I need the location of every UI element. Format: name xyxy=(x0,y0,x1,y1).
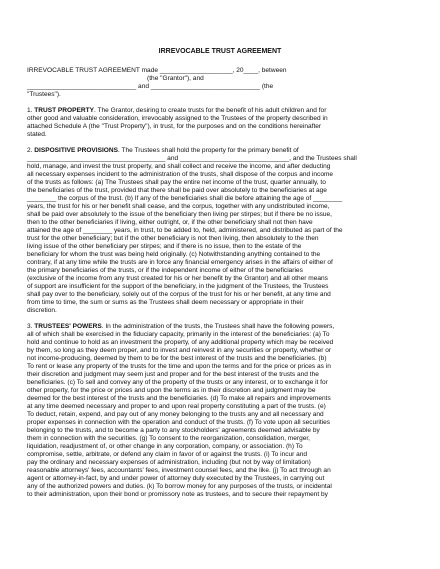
section-line: other good and valuable consideration, irrevocably assigned to the Trustees of the property described in xyxy=(27,115,328,122)
section-3 xyxy=(27,323,413,499)
section-line: from time to time, the sum or sums as the Trustees shall deem necessary or appropriate in their xyxy=(27,299,304,306)
intro-line: "Trustees"). xyxy=(27,91,61,98)
section-heading: TRUST PROPERTY xyxy=(34,107,94,114)
section-line: all of which shall be exercised in the fiduciary capacity, primarily in the interest of the beneficiaries: (a) To xyxy=(27,331,330,338)
intro-line: (the "Grantor"), and xyxy=(27,75,204,82)
section-number: 3. xyxy=(27,323,33,330)
sections-container xyxy=(27,107,413,499)
section-text: . The Grantor, desiring to create trusts for the benefit of his adult children and for xyxy=(93,107,327,114)
section-line: shall be paid over absolutely to the issue of the beneficiary then living per stirpes; but if there be no issue, xyxy=(27,211,332,218)
intro-paragraph xyxy=(27,67,413,99)
section-line: beneficiary for whom the trust was being held originally. (c) Notwithstanding anything contained to the xyxy=(27,251,321,258)
section-line: trust for the other beneficiary; but if the other beneficiary is not then living, then absolutely to the then xyxy=(27,235,319,242)
section-line: (exclusive of the income from any trust created for his or her benefit by the Grantor) and all other means xyxy=(27,275,328,282)
section-number: 1. xyxy=(27,107,33,114)
section-line: by them, so long as they deem proper, and to invest and reinvest in any securities or property, whether or xyxy=(27,347,332,354)
intro-line: ______________________________ and ______________________________ (the xyxy=(27,83,274,90)
section-line: hold and continue to hold as an investment the property, of any additional property which may be received xyxy=(27,339,334,346)
section-line: discretion. xyxy=(27,307,57,314)
section-line: any of the authorized powers and duties. (k) To borrow money for any purposes of the trusts, or incidental xyxy=(27,483,332,490)
section-line xyxy=(27,323,413,331)
section-line: then to the other beneficiaries if living, either outright, or, if the other beneficiary shall not then have xyxy=(27,219,313,226)
section-line: attached Schedule A (the "Trust Property"), in trust, for the purposes and on the conditions hereinafter xyxy=(27,123,322,130)
section-line: reasonable attorneys' fees, accountants' fees, investment counsel fees, and the like. (j) To act through an xyxy=(27,467,331,474)
section-line: not income-producing, deemed by them to be for the best interest of the trusts and the beneficiaries. (b) xyxy=(27,355,327,362)
section-line: To rent or lease any property of the trusts for the time and upon the terms and for the price or prices as in xyxy=(27,363,331,370)
section-line xyxy=(27,147,413,155)
section-line: all necessary expenses incident to the administration of the trusts, shall dispose of the corpus and income xyxy=(27,171,334,178)
section-line xyxy=(27,107,413,115)
section-line: them in connection with the securities. (g) To consent to the reorganization, consolidation, merger, xyxy=(27,435,311,442)
section-line: the beneficiaries of the trust, provided that there shall be paid over absolutely to the beneficiaries at age xyxy=(27,187,327,194)
section-line: pay the ordinary and necessary expenses of administration, including (but not by way of limitation) xyxy=(27,459,311,466)
section-line: shall pay over to the beneficiary, solely out of the corpus of the trust for his or her benefit, at any time and xyxy=(27,291,331,298)
section-line: liquidation, readjustment of, or other change in any corporation, company, or association. (h) To xyxy=(27,443,303,450)
section-line: proper expenses in connection with the operation and conduct of the trusts. (f) To vote upon all securities xyxy=(27,419,331,426)
section-line: ______________________________________ and ______________________________, and the Trustees shall xyxy=(27,155,357,162)
section-heading: TRUSTEES' POWERS xyxy=(34,323,102,330)
section-line: stated. xyxy=(27,131,47,138)
section-2 xyxy=(27,147,413,315)
section-line: attained the age of ________ years, in trust, to be added to, held, administered, and distributed as part of the xyxy=(27,227,343,234)
section-line: other property, for the price or prices and upon the terms as in their discretion and judgment may be xyxy=(27,387,316,394)
section-1 xyxy=(27,107,413,139)
section-text: . In the administration of the trusts, the Trustees shall have the following powers, xyxy=(101,323,335,330)
section-line: contrary, if at any time while the trusts are in force any financial emergency arises in the affairs of either of xyxy=(27,259,333,266)
section-line: compromise, settle, arbitrate, or defend any claim in favor of or against the trusts. (i) To incur and xyxy=(27,451,308,458)
section-line: of support are insufficient for the support of the beneficiary, in the judgment of the Trustees, the Trustees xyxy=(27,283,329,290)
section-line: living issue of the other beneficiary per stirpes; and if there is no issue, then to the estate of the xyxy=(27,243,302,250)
intro-line: IRREVOCABLE TRUST AGREEMENT made ____________________, 20____, between xyxy=(27,67,287,74)
section-line: agent or attorney-in-fact, by and under power of attorney duly executed by the Trustees, in carrying out xyxy=(27,475,325,482)
section-line: ________ the corpus of the trust. (b) If any of the beneficiaries shall die before attaining the age of ________ xyxy=(27,195,343,202)
section-line: deemed for the best interest of the trusts and the beneficiaries. (d) To make all repairs and improvements xyxy=(27,395,331,402)
section-line: To deduct, retain, expend, and pay out of any money belonging to the trusts any and all necessary and xyxy=(27,411,324,418)
section-line: years, the trust for his or her benefit shall cease, and the corpus, together with any undistributed income, xyxy=(27,203,330,210)
section-line: hold, manage, and invest the trust property, and shall collect and receive the income, and after deducting xyxy=(27,163,331,170)
section-line: their discretion and judgment may seem just and proper and for the best interest of the trusts and the xyxy=(27,371,319,378)
section-heading: DISPOSITIVE PROVISIONS xyxy=(34,147,118,154)
section-line: beneficiaries. (c) To sell and convey any of the property of the trusts or any interest, or to exchange it for xyxy=(27,379,328,386)
section-number: 2. xyxy=(27,147,33,154)
section-line: to their administration, upon their bond or promissory note as trustees, and to secure their repayment by xyxy=(27,491,328,498)
section-line: at any time deemed necessary and proper to and upon real property constituting a part of the trusts. (e) xyxy=(27,403,326,410)
section-line: the primary beneficiaries of the trusts, or if the independent income of either of the beneficiaries xyxy=(27,267,303,274)
section-line: belonging to the trusts, and to become a party to any stockholders' agreements deemed advisable by xyxy=(27,427,320,434)
section-text: . The Trustees shall hold the property for the primary benefit of xyxy=(117,147,299,154)
section-line: of the trusts as follows: (a) The Trustees shall pay the entire net income of the trust, quarter annually, to xyxy=(27,179,326,186)
document-title: IRREVOCABLE TRUST AGREEMENT xyxy=(158,48,282,55)
